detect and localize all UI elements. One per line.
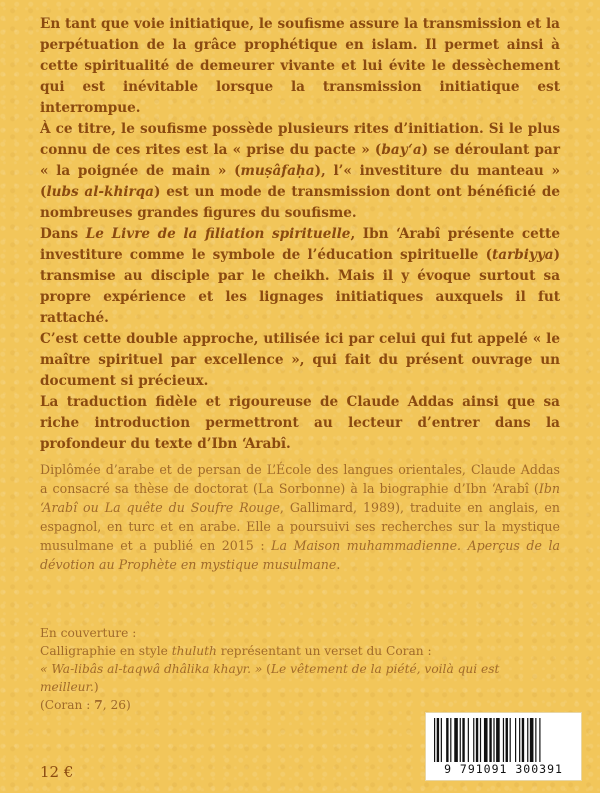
author-bio [40,460,560,574]
barcode-bar [496,718,500,762]
cover-line-3 [40,660,560,696]
barcode-bar [480,718,481,762]
barcode-bar [506,718,508,762]
book-title: Le Livre de la filiation spirituelle [85,226,351,242]
surah-number: 7 [94,698,103,712]
cover-credit [40,624,560,714]
main-text [40,14,560,455]
book-title: Ibn ‘Arabî ou La quête du Soufre Rouge [40,481,560,515]
main-paragraph-1: En tant que voie initiatique, le soufisme assure la transmission et la perpétuation de la grâce prophétique en islam. Il permet ainsi à cette spiritualité de demeurer vivante et lui évite le dessèchement qui est inévitable lorsque la transmission initiatique est interrompue. [40,16,560,116]
text-span: ), l’« investiture du manteau » ( [40,163,561,200]
barcode-bar [519,718,520,762]
text-span: ) [93,680,99,694]
barcode-bar [450,718,451,762]
text-span: , Ibn ‘Arabî présente cette investiture comme le symbole de l’éducation spirituelle ( [40,226,560,263]
barcode-bars [432,718,575,762]
barcode-bar [437,718,439,762]
italic-term: lubs al-khirqa [46,184,154,200]
barcode-bar [441,718,442,762]
text-span: ) transmise au disciple par le cheikh. Mais il y évoque surtout sa propre expérience et les lignages initiatiques auxquels il fut rattaché. [40,247,560,326]
text-span: À ce titre, le soufisme possède plusieurs rites d’initiation. Si le plus connu de ces rites est la « prise du pacte » ( [40,121,560,158]
barcode-bar [454,718,458,762]
barcode-bar [503,718,504,762]
cover-line-2 [40,642,560,660]
text-span: ) est un mode de transmission dont ont bénéficié de nombreuses grandes figures du soufisme. [40,184,560,221]
barcode-bar [515,718,516,762]
cover-heading: En couverture : [40,626,137,640]
text-span: Calligraphie en style [40,644,172,658]
text-span: . [336,557,341,572]
italic-term: thuluth [171,644,217,658]
barcode-bar [460,718,461,762]
text-span: ( [262,662,271,676]
barcode-bar [527,718,528,762]
barcode-bar [446,718,448,762]
book-title: La Maison muhammadienne. Aperçus de la dévotion au Prophète en mystique musulmane [40,538,560,572]
text-span: ) se déroulant par « la poignée de main » ( [40,142,560,179]
italic-term: bay‘a [381,142,422,158]
price: 12 € [40,763,74,781]
main-paragraph-4: C’est cette double approche, utilisée ici par celui qui fut appelé « le maître spirituel par excellence », qui fait du présent ouvrage un document si précieux. [40,331,560,389]
barcode-bar [489,718,491,762]
verse-translation: Le vêtement de la piété, voilà qui est meilleur. [40,662,500,694]
isbn-number: 9 791091 300391 [444,762,563,776]
barcode [425,712,582,781]
barcode-bar [535,718,536,762]
text-span: Diplômée d’arabe et de persan de L’École des langues orientales, Claude Addas a consacré sa thèse de doctorat (La Sorbonne) à la biographie d’Ibn ‘Arabî ( [40,462,560,496]
barcode-bar [484,718,488,762]
text-span: , Gallimard, 1989), traduite en anglais, en espagnol, en turc et en arabe. Elle a poursuivi ses recherches sur la mystique musulmane et a publié en 2015 : [40,500,560,553]
barcode-bar [473,718,474,762]
barcode-bar [476,718,478,762]
barcode-bar [539,718,540,762]
italic-term: tarbiyya [492,247,554,263]
quran-verse: « Wa-libâs al-taqwâ dhâlika khayr. » [40,662,263,676]
barcode-bar [462,718,464,762]
barcode-bar [522,718,524,762]
italic-term: muṣâfaḥa [240,163,315,179]
main-paragraph-5: La traduction fidèle et rigoureuse de Claude Addas ainsi que sa riche introduction permettront au lecteur d’entrer dans la profondeur du texte d’Ibn ‘Arabî. [40,394,560,452]
barcode-bar [530,718,534,762]
main-paragraph-2 [40,119,560,224]
text-span: , 26) [102,698,131,712]
barcode-bar [434,718,435,762]
text-span: (Coran : [40,698,95,712]
text-span: Dans [40,226,86,242]
barcode-bar [468,718,469,762]
text-span: représentant un verset du Coran : [216,644,432,658]
barcode-bar [493,718,494,762]
barcode-bar [510,718,511,762]
main-paragraph-3 [40,224,560,329]
